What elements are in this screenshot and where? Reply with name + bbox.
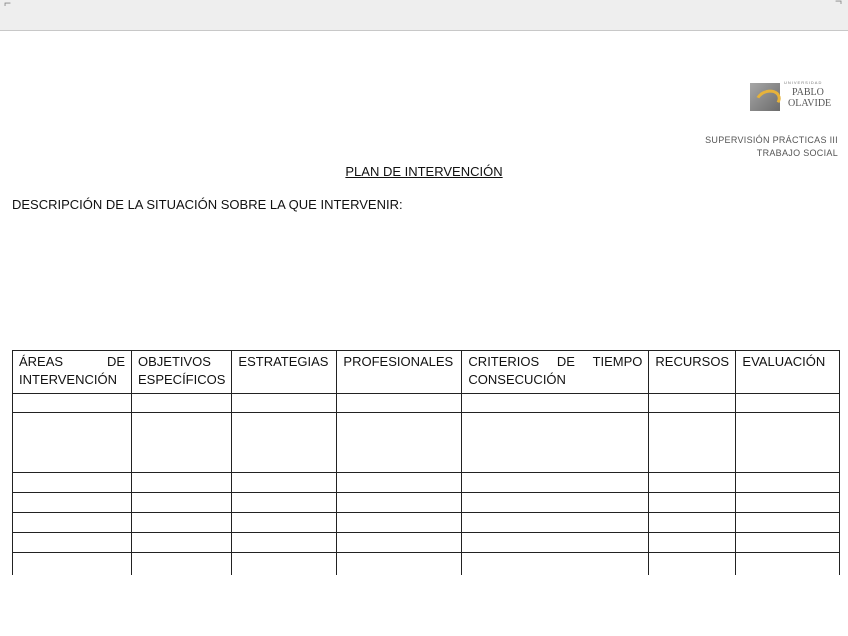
- header-profesionales: PROFESIONALES: [337, 351, 462, 394]
- cell-estrategias[interactable]: [232, 533, 337, 553]
- table-row: [13, 473, 840, 493]
- cell-estrategias[interactable]: [232, 553, 337, 575]
- page-title: PLAN DE INTERVENCIÓN: [345, 164, 503, 179]
- cell-criterios[interactable]: [462, 493, 649, 513]
- cell-profesionales[interactable]: [337, 533, 462, 553]
- cell-areas[interactable]: [13, 533, 132, 553]
- table-row: [13, 513, 840, 533]
- cell-criterios[interactable]: [462, 513, 649, 533]
- university-logo: [750, 80, 834, 114]
- cell-objetivos[interactable]: [132, 413, 232, 473]
- cell-areas[interactable]: [13, 394, 132, 413]
- header-criterios: CRITERIOS DE TIEMPO CONSECUCIÓN: [462, 351, 649, 394]
- cell-estrategias[interactable]: [232, 493, 337, 513]
- cell-estrategias[interactable]: [232, 513, 337, 533]
- cell-objetivos[interactable]: [132, 473, 232, 493]
- subheading-line1: SUPERVISIÓN PRÁCTICAS III: [705, 135, 838, 145]
- cell-profesionales[interactable]: [337, 553, 462, 575]
- cell-criterios[interactable]: [462, 473, 649, 493]
- cell-recursos[interactable]: [649, 513, 736, 533]
- header-recursos: RECURSOS: [649, 351, 736, 394]
- cell-criterios[interactable]: [462, 394, 649, 413]
- cell-profesionales[interactable]: [337, 394, 462, 413]
- cell-evaluacion[interactable]: [736, 493, 840, 513]
- window-top-bar: [0, 0, 848, 31]
- cell-areas[interactable]: [13, 493, 132, 513]
- cell-criterios[interactable]: [462, 553, 649, 575]
- table-row: [13, 394, 840, 413]
- logo-univ-text: UNIVERSIDAD: [784, 80, 823, 85]
- cell-objetivos[interactable]: [132, 493, 232, 513]
- header-areas: ÁREAS DE INTERVENCIÓN: [13, 351, 132, 394]
- cell-evaluacion[interactable]: [736, 553, 840, 575]
- cell-profesionales[interactable]: [337, 493, 462, 513]
- logo-name-line1: PABLO: [792, 87, 824, 98]
- cell-profesionales[interactable]: [337, 473, 462, 493]
- cell-recursos[interactable]: [649, 413, 736, 473]
- cell-criterios[interactable]: [462, 533, 649, 553]
- plan-table: [12, 350, 840, 575]
- cell-evaluacion[interactable]: [736, 473, 840, 493]
- table-row: [13, 413, 840, 473]
- table-row: [13, 553, 840, 575]
- cell-criterios[interactable]: [462, 413, 649, 473]
- logo-name-line2: OLAVIDE: [788, 98, 832, 109]
- table-header-row: [13, 351, 840, 394]
- cell-estrategias[interactable]: [232, 473, 337, 493]
- cell-areas[interactable]: [13, 513, 132, 533]
- cell-objetivos[interactable]: [132, 394, 232, 413]
- header-estrategias: ESTRATEGIAS: [232, 351, 337, 394]
- header-evaluacion: EVALUACIÓN: [736, 351, 840, 394]
- cell-areas[interactable]: [13, 473, 132, 493]
- cell-profesionales[interactable]: [337, 513, 462, 533]
- logo-emblem-icon: [750, 83, 780, 111]
- cell-evaluacion[interactable]: [736, 533, 840, 553]
- cell-evaluacion[interactable]: [736, 413, 840, 473]
- cell-estrategias[interactable]: [232, 394, 337, 413]
- corner-mark-right: ¬: [834, 0, 842, 8]
- header-objetivos: OBJETIVOS ESPECÍFICOS: [132, 351, 232, 394]
- cell-recursos[interactable]: [649, 473, 736, 493]
- cell-objetivos[interactable]: [132, 513, 232, 533]
- cell-objetivos[interactable]: [132, 533, 232, 553]
- cell-evaluacion[interactable]: [736, 513, 840, 533]
- corner-mark-left: ⌐: [4, 0, 12, 10]
- header-subheading: [705, 134, 838, 160]
- table-row: [13, 533, 840, 553]
- cell-recursos[interactable]: [649, 533, 736, 553]
- cell-objetivos[interactable]: [132, 553, 232, 575]
- cell-estrategias[interactable]: [232, 413, 337, 473]
- cell-profesionales[interactable]: [337, 413, 462, 473]
- table-row: [13, 493, 840, 513]
- cell-areas[interactable]: [13, 413, 132, 473]
- cell-recursos[interactable]: [649, 553, 736, 575]
- cell-recursos[interactable]: [649, 394, 736, 413]
- cell-recursos[interactable]: [649, 493, 736, 513]
- description-label: DESCRIPCIÓN DE LA SITUACIÓN SOBRE LA QUE INTERVENIR:: [12, 197, 403, 212]
- cell-evaluacion[interactable]: [736, 394, 840, 413]
- subheading-line2: TRABAJO SOCIAL: [756, 148, 838, 158]
- cell-areas[interactable]: [13, 553, 132, 575]
